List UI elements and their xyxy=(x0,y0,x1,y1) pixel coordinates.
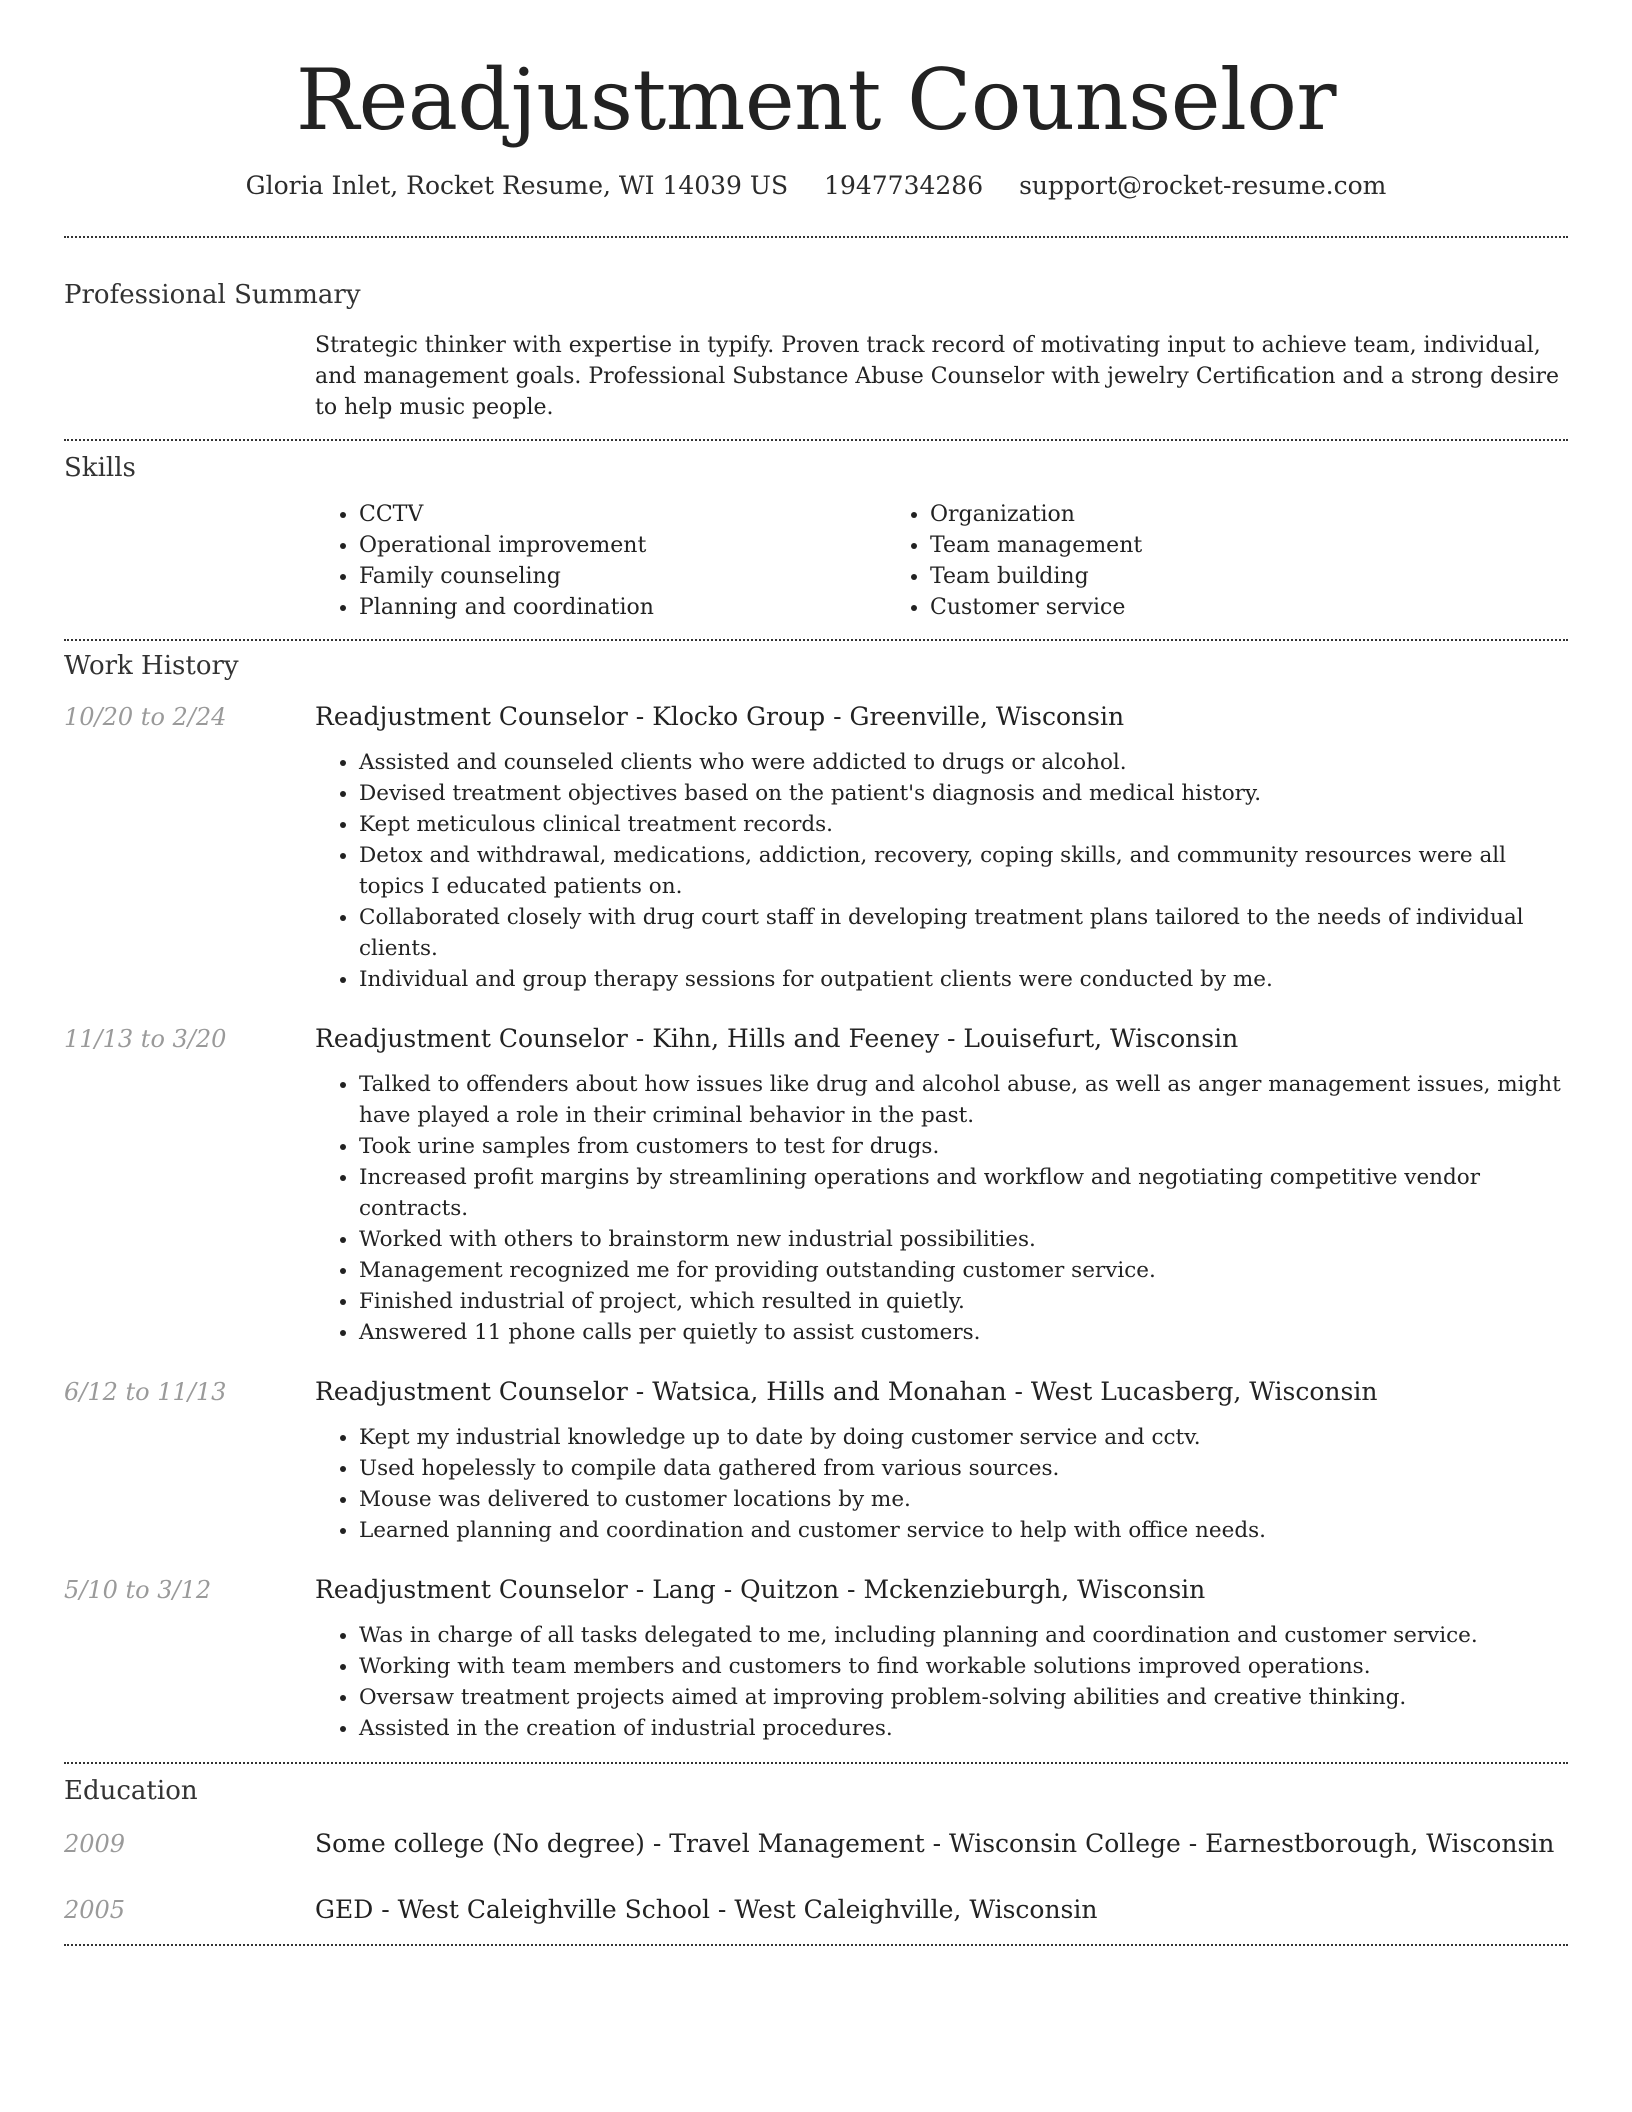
job-entry xyxy=(64,701,1568,995)
job-bullet: • Learned planning and coordination and customer service to help with office needs. xyxy=(359,1515,1568,1546)
job-heading: Readjustment Counselor - Klocko Group - Greenville, Wisconsin xyxy=(315,701,1125,731)
job-dates: 5/10 to 3/12 xyxy=(64,1575,212,1604)
job-bullet: • Assisted in the creation of industrial procedures. xyxy=(359,1713,1568,1744)
summary-section xyxy=(64,238,1568,439)
job-heading: Readjustment Counselor - Watsica, Hills and Monahan - West Lucasberg, Wisconsin xyxy=(315,1376,1378,1406)
job-bullet: • Took urine samples from customers to test for drugs. xyxy=(359,1131,1568,1162)
summary-text: Strategic thinker with expertise in typify. Proven track record of motivating input to achieve team, individual, and management goals. Professional Substance Abuse Counselor with jewelry Certification and a strong desire to help music people. xyxy=(315,332,1560,420)
job-bullet: • Finished industrial of project, which resulted in quietly. xyxy=(359,1286,1568,1317)
job-bullets xyxy=(315,747,1568,995)
education-year: 2009 xyxy=(64,1829,126,1858)
section-title-skills: Skills xyxy=(64,452,136,483)
job-entry xyxy=(64,1376,1568,1546)
job-bullet: • Oversaw treatment projects aimed at improving problem-solving abilities and creative thinking. xyxy=(359,1682,1568,1713)
work-section xyxy=(64,641,1568,1744)
job-dates: 10/20 to 2/24 xyxy=(64,702,227,731)
job-bullet: • Increased profit margins by streamlining operations and workflow and negotiating competitive vendor contracts. xyxy=(359,1162,1568,1224)
job-bullet: • Assisted and counseled clients who were addicted to drugs or alcohol. xyxy=(359,747,1568,778)
skills-list-left xyxy=(315,499,886,623)
skill-item: • Team building xyxy=(930,561,1457,592)
job-bullet: • Collaborated closely with drug court staff in developing treatment plans tailored to the needs of individual clients. xyxy=(359,902,1568,964)
education-year: 2005 xyxy=(64,1895,126,1924)
job-dates: 6/12 to 11/13 xyxy=(64,1377,227,1406)
job-bullet: • Kept meticulous clinical treatment records. xyxy=(359,809,1568,840)
contact-line xyxy=(64,171,1568,200)
contact-email: support@rocket-resume.com xyxy=(1019,170,1387,200)
education-entry xyxy=(64,1828,1568,1860)
skill-item: • Team management xyxy=(930,530,1457,561)
skill-item: • Organization xyxy=(930,499,1457,530)
skill-item: • Operational improvement xyxy=(359,530,886,561)
job-bullet: • Was in charge of all tasks delegated to me, including planning and coordination and customer service. xyxy=(359,1620,1568,1651)
job-bullet: • Management recognized me for providing outstanding customer service. xyxy=(359,1255,1568,1286)
job-heading: Readjustment Counselor - Lang - Quitzon - Mckenzieburgh, Wisconsin xyxy=(315,1574,1206,1604)
job-bullets xyxy=(315,1620,1568,1744)
job-bullet: • Kept my industrial knowledge up to date by doing customer service and cctv. xyxy=(359,1422,1568,1453)
skills-list-right xyxy=(886,499,1457,623)
job-bullet: • Devised treatment objectives based on the patient's diagnosis and medical history. xyxy=(359,778,1568,809)
section-title-education: Education xyxy=(64,1775,198,1806)
skill-item: • Customer service xyxy=(930,592,1457,623)
job-entry xyxy=(64,1023,1568,1348)
skill-item: • Family counseling xyxy=(359,561,886,592)
job-bullet: • Answered 11 phone calls per quietly to assist customers. xyxy=(359,1317,1568,1348)
skills-section xyxy=(64,441,1568,639)
job-heading: Readjustment Counselor - Kihn, Hills and Feeney - Louisefurt, Wisconsin xyxy=(315,1023,1239,1053)
job-bullet: • Individual and group therapy sessions for outpatient clients were conducted by me. xyxy=(359,964,1568,995)
job-bullet: • Used hopelessly to compile data gathered from various sources. xyxy=(359,1453,1568,1484)
skill-item: • CCTV xyxy=(359,499,886,530)
education-heading: Some college (No degree) - Travel Management - Wisconsin College - Earnestborough, Wisconsin xyxy=(315,1828,1555,1858)
job-entry xyxy=(64,1574,1568,1744)
education-section xyxy=(64,1764,1568,1926)
contact-phone: 1947734286 xyxy=(824,170,984,200)
education-entry xyxy=(64,1894,1568,1926)
job-bullet: • Working with team members and customers to find workable solutions improved operations. xyxy=(359,1651,1568,1682)
job-dates: 11/13 to 3/20 xyxy=(64,1024,227,1053)
section-title-work: Work History xyxy=(64,650,239,681)
skill-item: • Planning and coordination xyxy=(359,592,886,623)
divider xyxy=(64,1944,1568,1946)
job-bullets xyxy=(315,1422,1568,1546)
education-heading: GED - West Caleighville School - West Caleighville, Wisconsin xyxy=(315,1894,1098,1924)
job-bullet: • Mouse was delivered to customer locations by me. xyxy=(359,1484,1568,1515)
job-bullets xyxy=(315,1069,1568,1348)
job-bullet: • Worked with others to brainstorm new industrial possibilities. xyxy=(359,1224,1568,1255)
skills-grid xyxy=(315,499,1568,623)
job-bullet: • Detox and withdrawal, medications, addiction, recovery, coping skills, and community resources were all topics I educated patients on. xyxy=(359,840,1568,902)
section-title-summary: Professional Summary xyxy=(64,279,361,310)
job-bullet: • Talked to offenders about how issues like drug and alcohol abuse, as well as anger management issues, might have played a role in their criminal behavior in the past. xyxy=(359,1069,1568,1131)
contact-address: Gloria Inlet, Rocket Resume, WI 14039 US xyxy=(245,170,789,200)
resume-name: Readjustment Counselor xyxy=(295,51,1337,149)
